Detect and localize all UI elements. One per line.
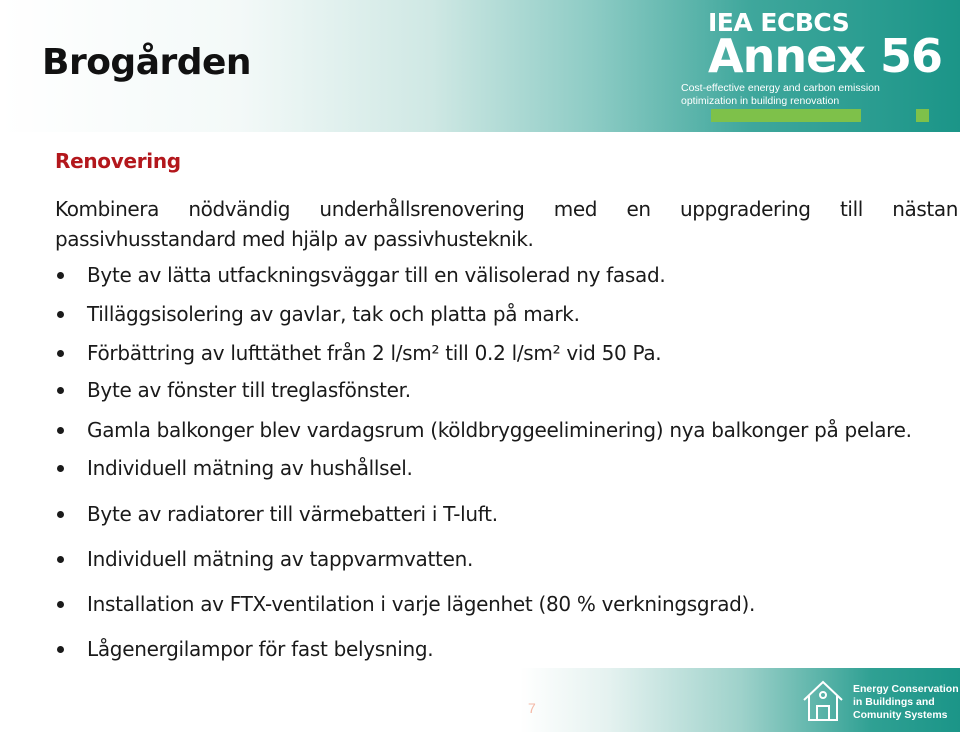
ecbcs-house-icon — [800, 676, 846, 726]
bullet-icon — [57, 272, 64, 279]
list-item-text: Individuell mätning av hushållsel. — [87, 456, 413, 480]
section-heading: Renovering — [55, 149, 181, 173]
list-item-text: Gamla balkonger blev vardagsrum (köldbryggeeliminering) nya balkonger på pelare. — [87, 418, 912, 442]
bullet-icon — [57, 350, 64, 357]
logo-green-bar — [711, 109, 861, 122]
list-item-text: Förbättring av lufttäthet från 2 l/sm² till 0.2 l/sm² vid 50 Pa. — [87, 341, 662, 365]
ecbcs-line2: in Buildings and — [853, 696, 935, 708]
bullet-icon — [57, 311, 64, 318]
list-item-text: Byte av radiatorer till värmebatteri i T-luft. — [87, 502, 498, 526]
list-item — [55, 636, 955, 662]
page-number: 7 — [528, 700, 536, 716]
list-item — [55, 591, 955, 617]
list-item — [55, 262, 955, 288]
ecbcs-logo-text — [853, 683, 959, 722]
ecbcs-line3: Comunity Systems — [853, 709, 948, 721]
list-item-text: Lågenergilampor för fast belysning. — [87, 637, 434, 661]
list-item — [55, 455, 955, 481]
bullet-icon — [57, 465, 64, 472]
bullet-icon — [57, 646, 64, 653]
list-item — [55, 501, 955, 527]
list-item — [55, 301, 955, 327]
list-item-text: Byte av lätta utfackningsväggar till en välisolerad ny fasad. — [87, 263, 666, 287]
logo-subtitle — [681, 82, 921, 108]
bullet-icon — [57, 556, 64, 563]
list-item-text: Individuell mätning av tappvarmvatten. — [87, 547, 474, 571]
annex56-logo — [708, 8, 958, 83]
logo-green-square — [916, 109, 929, 122]
list-item — [55, 377, 955, 403]
bullet-icon — [57, 387, 64, 394]
list-item-text: Byte av fönster till treglasfönster. — [87, 378, 411, 402]
list-item — [55, 417, 955, 443]
bullet-icon — [57, 511, 64, 518]
list-item-text: Tilläggsisolering av gavlar, tak och platta på mark. — [87, 302, 580, 326]
intro-paragraph: Kombinera nödvändig underhållsrenovering med en uppgradering till nästan passivhusstandard med hjälp av passivhusteknik. — [55, 197, 958, 251]
logo-line1: IEA ECBCS — [708, 8, 850, 37]
list-item — [55, 546, 955, 572]
slide-title: Brogården — [42, 42, 252, 83]
logo-subtitle-line1: Cost-effective energy and carbon emission — [681, 82, 880, 94]
logo-subtitle-line2: optimization in building renovation — [681, 95, 840, 107]
logo-line2: Annex 56 — [708, 29, 942, 83]
bullet-icon — [57, 601, 64, 608]
ecbcs-line1: Energy Conservation — [853, 683, 959, 695]
list-item-text: Installation av FTX-ventilation i varje lägenhet (80 % verkningsgrad). — [87, 592, 756, 616]
bullet-icon — [57, 427, 64, 434]
list-item — [55, 340, 955, 366]
